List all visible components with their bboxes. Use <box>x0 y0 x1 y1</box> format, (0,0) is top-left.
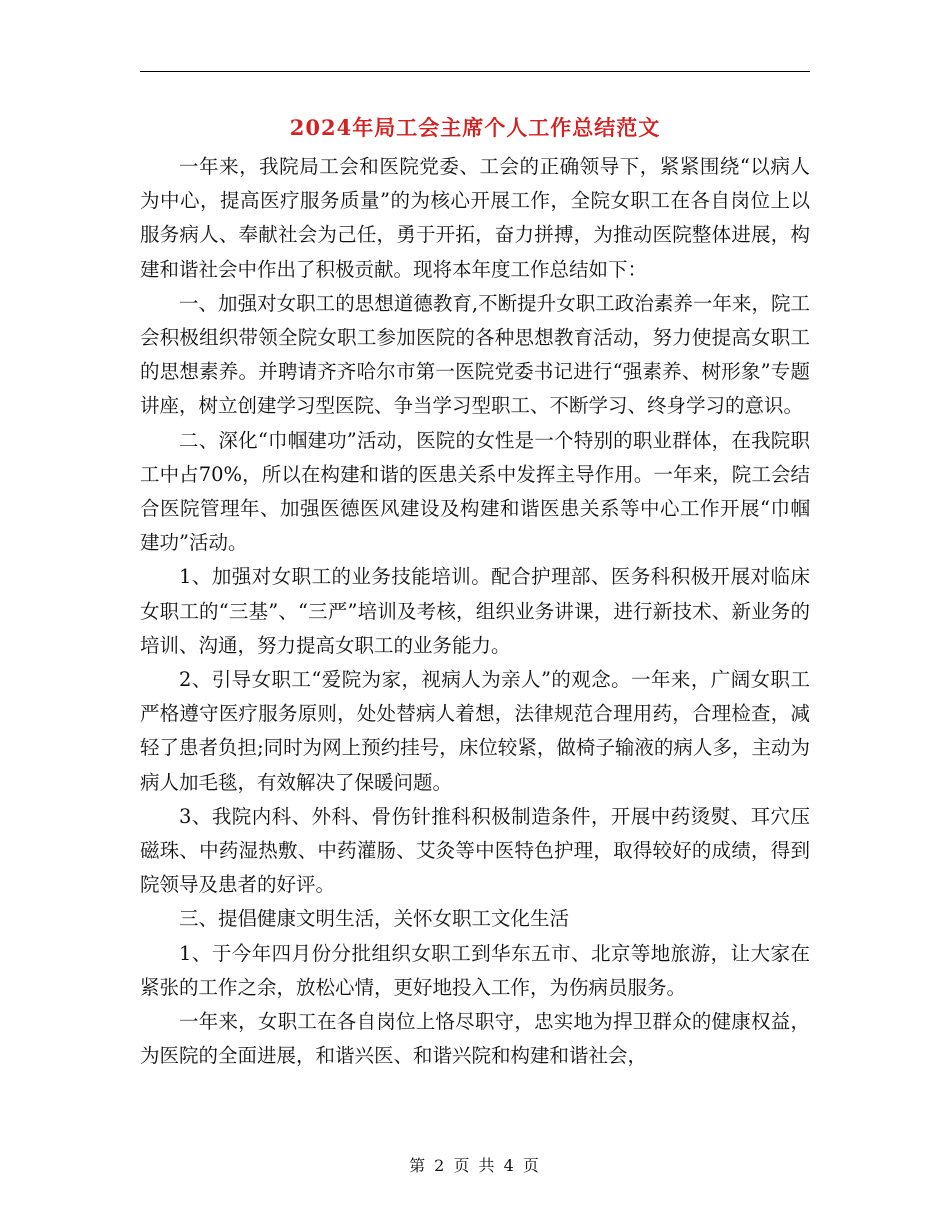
document-title: 2024年局工会主席个人工作总结范文 <box>289 115 661 140</box>
header-rule <box>140 71 810 72</box>
paragraph-item-2-2: 2、引导女职工“爱院为家，视病人为亲人”的观念。一年来，广阔女职工严格遵守医疗服务原则，处处替病人着想，法律规范合理用药，合理检查，减轻了患者负担;同时为网上预约挂号，床位较紧，做椅子输液的病人多，主动为病人加毛毯，有效解决了保暖问题。 <box>140 668 810 794</box>
paragraph-item-3-1: 1、于今年四月份分批组织女职工到华东五市、北京等地旅游，让大家在紧张的工作之余，放松心情，更好地投入工作，为伤病员服务。 <box>140 941 810 999</box>
paragraph-item-2-1: 1、加强对女职工的业务技能培训。配合护理部、医务科积极开展对临床女职工的“三基”、“三严”培训及考核，组织业务讲课，进行新技术、新业务的培训、沟通，努力提高女职工的业务能力。 <box>140 565 810 657</box>
paragraph-closing: 一年来，女职工在各自岗位上恪尽职守，忠实地为捍卫群众的健康权益，为医院的全面进展，和谐兴医、和谐兴院和构建和谐社会， <box>140 1010 810 1068</box>
page-number: 第 2 页 共 4 页 <box>409 1156 541 1175</box>
paragraph-section-1: 一、加强对女职工的思想道德教育,不断提升女职工政治素养一年来，院工会积极组织带领全院女职工参加医院的各种思想教育活动，努力使提高女职工的思想素养。并聘请齐齐哈尔市第一医院党委书记进行“强素养、树形象”专题讲座，树立创建学习型医院、争当学习型职工、不断学习、终身学习的意识。 <box>140 291 810 418</box>
paragraph-section-3: 三、提倡健康文明生活，关怀女职工文化生活 <box>179 907 570 931</box>
document-body <box>140 150 810 1073</box>
paragraph-item-2-3: 3、我院内科、外科、骨伤针推科积极制造条件，开展中药烫熨、耳穴压磁珠、中药湿热敷、中药灌肠、艾灸等中医特色护理，取得较好的成绩，得到院领导及患者的好评。 <box>140 804 810 897</box>
paragraph-intro: 一年来，我院局工会和医院党委、工会的正确领导下，紧紧围绕“以病人为中心，提高医疗服务质量”的为核心开展工作，全院女职工在各自岗位上以服务病人、奉献社会为己任，勇于开拓，奋力拼搏，为推动医院整体进展，构建和谐社会中作出了积极贡献。现将本年度工作总结如下： <box>140 155 810 281</box>
paragraph-section-2: 二、深化“巾帼建功”活动，医院的女性是一个特别的职业群体，在我院职工中占70%，所以在构建和谐的医患关系中发挥主导作用。一年来，院工会结合医院管理年、加强医德医风建设及构建和谐医患关系等中心工作开展“巾帼建功”活动。 <box>140 428 810 555</box>
